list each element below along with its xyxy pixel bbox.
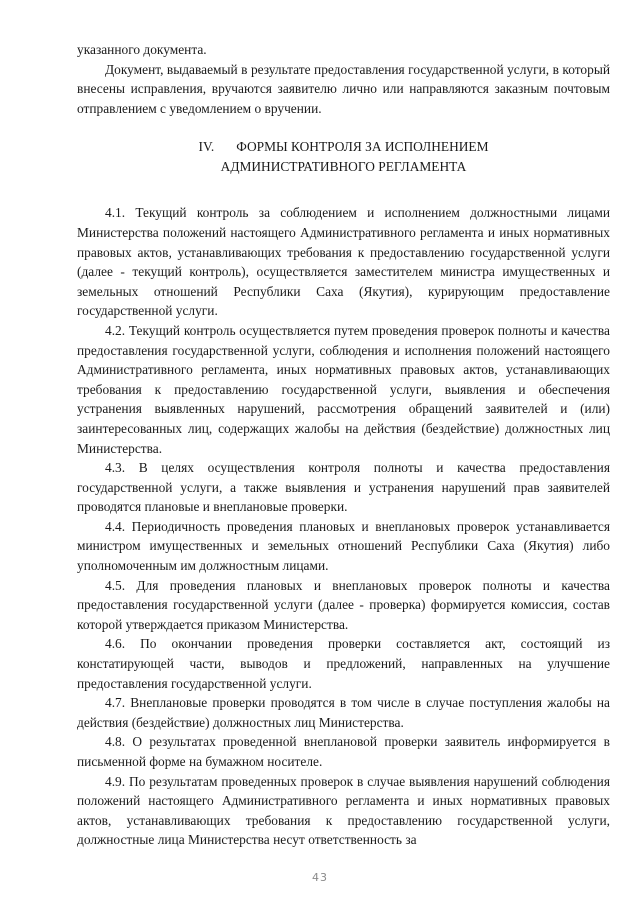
section-heading: [77, 137, 610, 177]
paragraph-4-1: 4.1. Текущий контроль за соблюдением и исполнением должностными лицами Министерства положений настоящего Административного регламента и иных нормативных правовых актов, устанавливающих требования к предоставлению государственной услуги (далее - текущий контроль), осуществляется заместителем министра имущественных и земельных отношений Республики Саха (Якутия), курирующим предоставление государственной услуги.: [77, 205, 610, 319]
paragraph-corrected-document: Документ, выдаваемый в результате предоставления государственной услуги, в который внесены исправления, вручаются заявителю лично или направляются заказным почтовым отправлением с уведомлением о вручении.: [77, 61, 610, 116]
paragraph-continuation: указанного документа.: [77, 42, 207, 57]
section-number: IV.: [198, 139, 215, 155]
paragraph-4-9: 4.9. По результатам проведенных проверок в случае выявления нарушений соблюдения положений настоящего Административного регламента и иных нормативных правовых актов, устанавливающих требования к предоставлению государственной услуги, должностные лица Министерства несут ответственность за: [77, 773, 610, 848]
section-title-line-1: ФОРМЫ КОНТРОЛЯ ЗА ИСПОЛНЕНИЕМ: [236, 139, 489, 155]
paragraph-4-6: 4.6. По окончании проведения проверки составляется акт, состоящий из констатирующей части, выводов и предложений, направленных на улучшение предоставления государственной услуги.: [77, 636, 610, 691]
paragraph-4-4: 4.4. Периодичность проведения плановых и внеплановых проверок устанавливается министром имущественных и земельных отношений Республики Саха (Якутия) либо уполномоченным им должностным лицами.: [77, 518, 610, 574]
section-title-line-2: АДМИНИСТРАТИВНОГО РЕГЛАМЕНТА: [220, 159, 467, 175]
page-number: 43: [312, 871, 328, 884]
paragraph-4-3: 4.3. В целях осуществления контроля полноты и качества предоставления государственной услуги, а также выявления и устранения нарушений прав заявителей проводятся плановые и внеплановые проверки.: [77, 460, 610, 515]
paragraph-4-8: 4.8. О результатах проведенной внеплановой проверки заявитель информируется в письменной форме на бумажном носителе.: [77, 734, 610, 769]
paragraph-4-5: 4.5. Для проведения плановых и внеплановых проверок полноты и качества предоставления государственной услуги (далее - проверка) формируется комиссия, состав которой утверждается приказом Министерства.: [77, 577, 610, 632]
paragraph-4-2: 4.2. Текущий контроль осуществляется путем проведения проверок полноты и качества предоставления государственной услуги, соблюдения и исполнения положений настоящего Административного регламента, иных нормативных правовых актов, устанавливающих требования к предоставлению государственной услуги, выявления и обеспечения устранения выявленных нарушений, рассмотрения обращений заявителей и (или) заинтересованных лиц, содержащих жалобы на действия (бездействие) должностных лиц Министерства.: [77, 322, 610, 456]
page-content: [77, 40, 610, 850]
section-heading-line-1: [77, 137, 610, 157]
paragraph-4-7: 4.7. Внеплановые проверки проводятся в том числе в случае поступления жалобы на действия (бездействие) должностных лиц Министерства.: [77, 695, 610, 730]
